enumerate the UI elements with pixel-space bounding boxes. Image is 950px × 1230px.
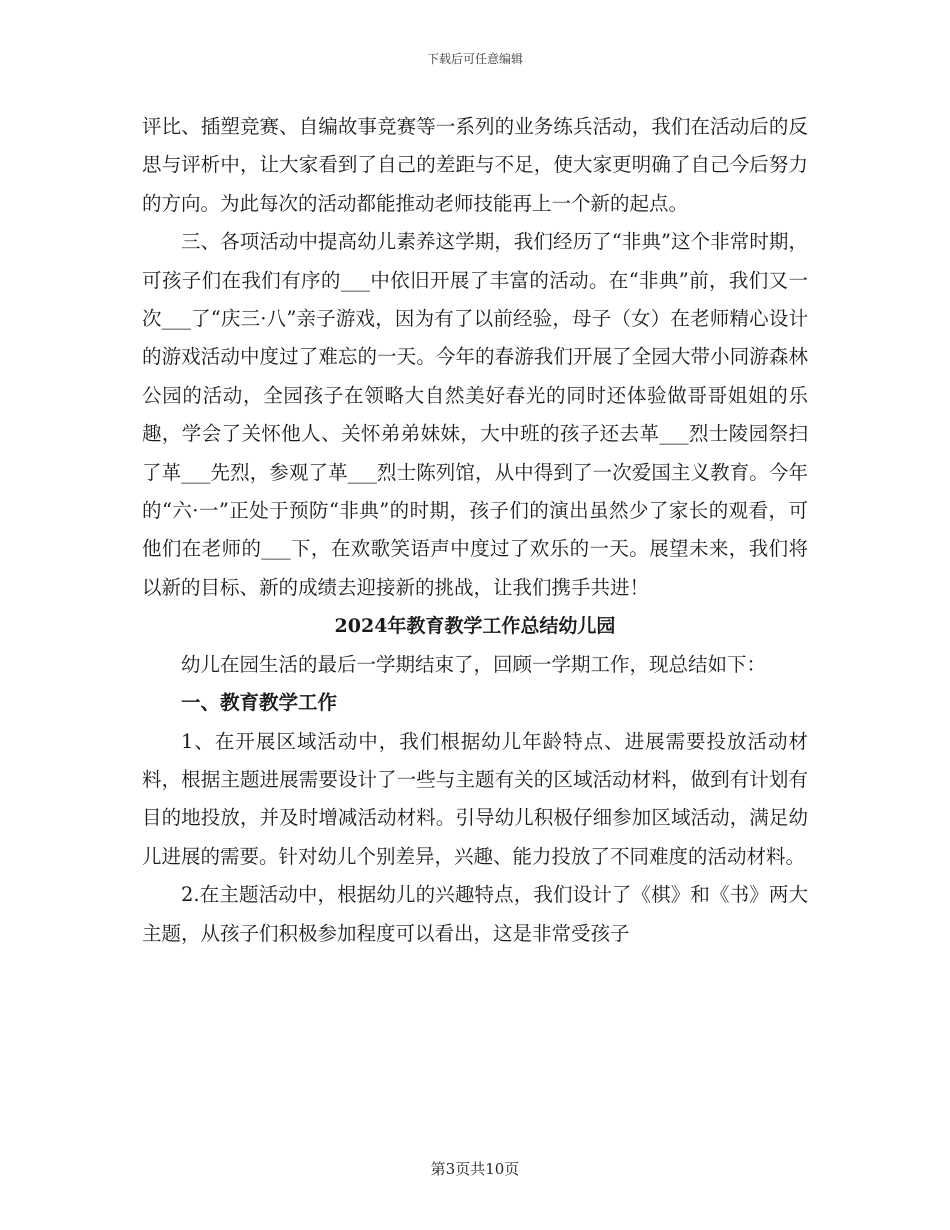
heading-education-work: 一、教育教学工作 [181, 691, 338, 715]
paragraph-5: 2.在主题活动中，根据幼儿的兴趣特点，我们设计了《棋》和《书》两大主题，从孩子们积极参加程度可以看出，这是非常受孩子 [142, 883, 808, 945]
document-body [142, 108, 808, 953]
paragraph-1: 评比、插塑竞赛、自编故事竞赛等一系列的业务练兵活动，我们在活动后的反思与评析中，让大家看到了自己的差距与不足，使大家更明确了自己今后努力的方向。为此每次的活动都能推动老师技能再上一个新的起点。 [142, 115, 808, 215]
paragraph-3: 幼儿在园生活的最后一学期结束了，回顾一学期工作，现总结如下： [181, 652, 767, 676]
page-header-note: 下载后可任意编辑 [426, 52, 523, 66]
paragraph-4: 1、在开展区域活动中，我们根据幼儿年龄特点、进展需要投放活动材料，根据主题进展需要设计了一些与主题有关的区域活动材料，做到有计划有目的地投放，并及时增减活动材料。引导幼儿积极仔细参加区域活动，满足幼儿进展的需要。针对幼儿个别差异，兴趣、能力投放了不同难度的活动材料。 [142, 729, 808, 868]
section-title: 2024年教育教学工作总结幼儿园 [334, 615, 616, 638]
page-number: 第3页共10页 [430, 1160, 520, 1178]
paragraph-2: 三、各项活动中提高幼儿素养这学期，我们经历了“非典”这个非常时期，可孩子们在我们有序的___中依旧开展了丰富的活动。在“非典”前，我们又一次___了“庆三·八”亲子游戏，因为有了以前经验，母子（女）在老师精心设计的游戏活动中度过了难忘的一天。今年的春游我们开展了全园大带小同游森林公园的活动，全园孩子在领略大自然美好春光的同时还体验做哥哥姐姐的乐趣，学会了关怀他人、关怀弟弟妹妹，大中班的孩子还去革___烈士陵园祭扫了革___先烈，参观了革___烈士陈列馆，从中得到了一次爱国主义教育。今年的“六·一”正处于预防“非典”的时期，孩子们的演出虽然少了家长的观看，可他们在老师的___下，在欢歌笑语声中度过了欢乐的一天。展望未来，我们将以新的目标、新的成绩去迎接新的挑战，让我们携手共进！ [142, 230, 808, 599]
